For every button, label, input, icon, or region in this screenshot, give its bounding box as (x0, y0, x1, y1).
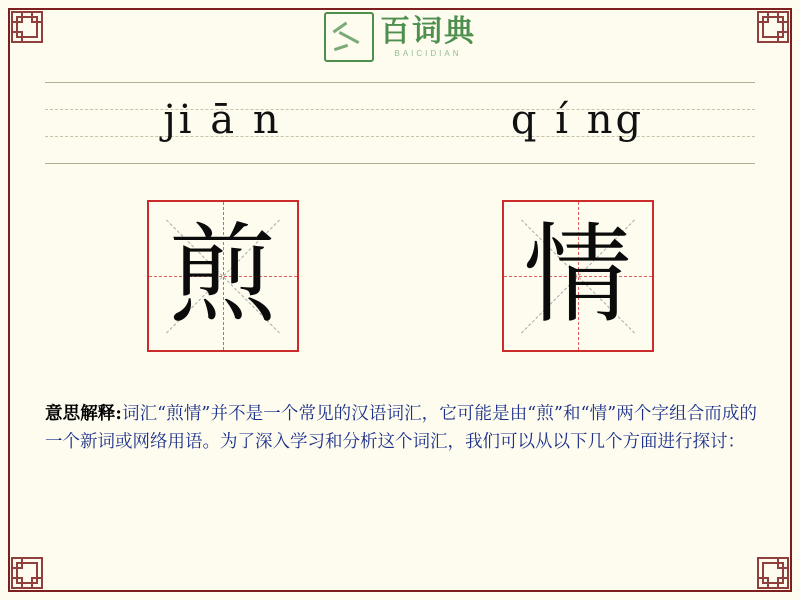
brand-subtitle: BAICIDIAN (394, 48, 462, 58)
tianzige-grid (502, 200, 654, 352)
brand-text (380, 13, 476, 58)
explanation-text: 词汇“煎情”并不是一个常见的汉语词汇，它可能是由“煎”和“情”两个字组合而成的一个新词或网络用语。为了深入学习和分析这个词汇，我们可以从以下几个方面进行探讨： (45, 404, 757, 453)
pinyin-staff (45, 82, 755, 164)
brand-logo (0, 12, 800, 62)
character-glyph: 情 (523, 213, 632, 338)
seal-logo-icon (324, 12, 374, 62)
explanation-label: 意思解释: (45, 404, 122, 424)
character-row (45, 200, 755, 352)
corner-ornament-icon (756, 556, 790, 590)
pinyin-syllable: q í ng (510, 97, 645, 143)
corner-ornament-icon (10, 556, 44, 590)
pinyin-syllable: ji ā n (163, 97, 282, 143)
tianzige-grid (147, 200, 299, 352)
pinyin-row (45, 82, 755, 164)
character-cell (400, 200, 755, 352)
character-cell (45, 200, 400, 352)
brand-title: 百词典 (380, 13, 476, 49)
explanation-block (45, 400, 757, 457)
character-glyph: 煎 (168, 213, 277, 338)
